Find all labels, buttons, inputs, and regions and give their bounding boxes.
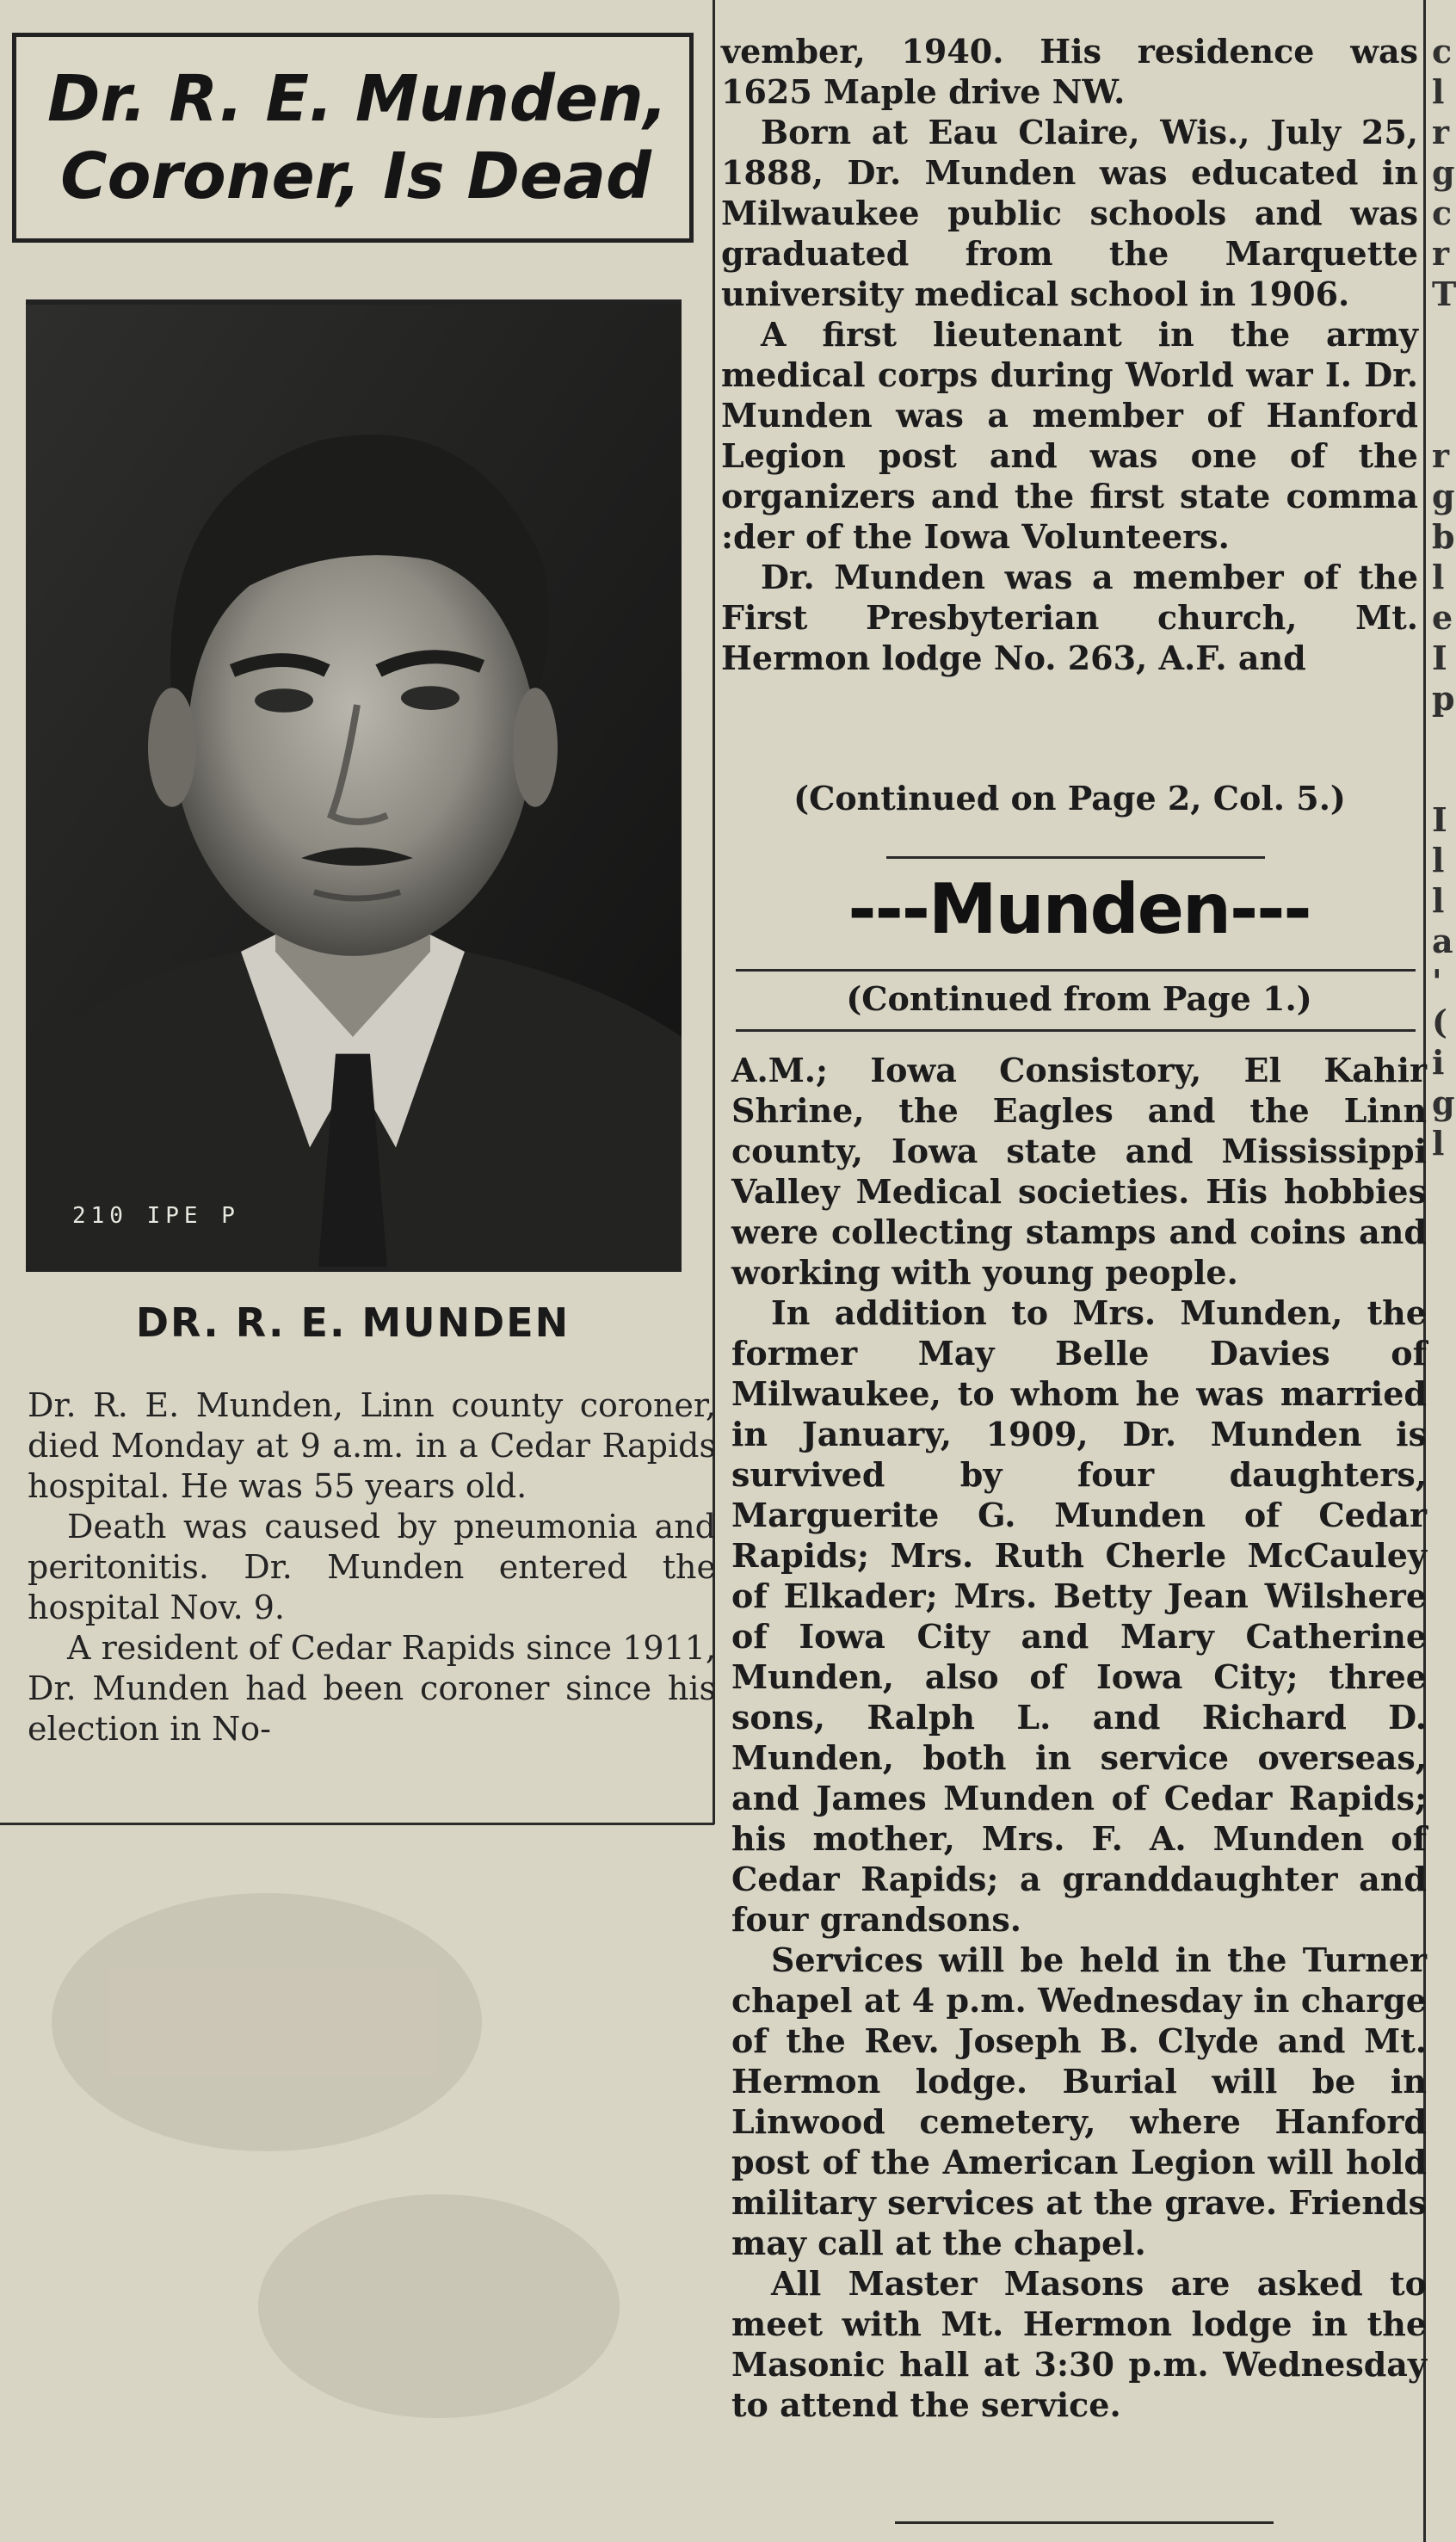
edge-letter: a	[1432, 922, 1453, 960]
headline-line-1: Dr. R. E. Munden,	[47, 62, 668, 136]
jump-headline: ---Munden---	[848, 869, 1311, 949]
edge-letter	[1432, 1244, 1453, 1285]
column2-bottom-lead: A.M.; Iowa Consistory, El Kahir Shrine, the Eagles and the Linn county, Iowa state and Mississippi Valley Medical societies. His hobbies were collecting stamps and coins and working with young people.	[731, 1051, 1427, 1292]
paper-smudge	[258, 2194, 620, 2418]
adjacent-column-fragments	[1432, 31, 1456, 1366]
column1-paragraph-1: Dr. R. E. Munden, Linn county coroner, died Monday at 9 a.m. in a Cedar Rapids hospital. He was 55 years old.	[28, 1386, 716, 1505]
continued-from-note: (Continued from Page 1.)	[846, 979, 1312, 1018]
edge-letter: T	[1432, 275, 1456, 313]
jump-bottom-rule	[736, 1029, 1416, 1032]
column2-top-paragraph-2: A first lieutenant in the army medical corps during World war I. Dr. Munden was a member of Hanford Legion post and was one of the organizers and the first state comma :der of the Iowa Volunteers.	[721, 315, 1418, 556]
edge-letter: g	[1432, 1083, 1455, 1122]
column2-top-paragraph-3: Dr. Munden was a member of the First Presbyterian church, Mt. Hermon lodge No. 263, A.F. and	[721, 558, 1418, 677]
edge-letter: I	[1432, 800, 1447, 839]
column2-bottom-body	[731, 1050, 1427, 2425]
column1-paragraph-3: A resident of Cedar Rapids since 1911, Dr. Munden had been coroner since his election in No-	[28, 1629, 716, 1748]
edge-letter: c	[1432, 194, 1453, 232]
edge-letter	[1432, 395, 1453, 435]
column2-bottom-paragraph-1: In addition to Mrs. Munden, the former May Belle Davies of Milwaukee, to whom he was married in January, 1909, Dr. Munden is survived by four daughters, Marguerite G. Munden of Cedar Rapids; Mrs. Ruth Cherle McCauley of Elkader; Mrs. Betty Jean Wilshere of Iowa City and Mary Catherine Munden, also of Iowa City; three sons, Ralph L. and Richard D. Munden, both in service overseas, and James Munden of Cedar Rapids; his mother, Mrs. F. A. Munden of Cedar Rapids; a granddaughter and four grandsons.	[731, 1293, 1427, 1939]
edge-letter: l	[1432, 1124, 1445, 1163]
column2-bottom-paragraph-3: All Master Masons are asked to meet with Mt. Hermon lodge in the Masonic hall at 3:30 p.m. Wednesday to attend the service.	[731, 2264, 1427, 2424]
photo-plate-code: 210 IPE P	[72, 1203, 240, 1229]
edge-letter	[1432, 759, 1453, 799]
continued-on-note: (Continued on Page 2, Col. 5.)	[793, 779, 1346, 818]
edge-letter: g	[1432, 153, 1455, 192]
edge-letter	[1432, 1204, 1453, 1244]
edge-letter: c	[1432, 32, 1453, 71]
column2-bottom-paragraph-2: Services will be held in the Turner chapel at 4 p.m. Wednesday in charge of the Rev. Joseph B. Clyde and Mt. Hermon lodge. Burial will be in Linwood cemetery, where Hanford post of the American Legion will hold military services at the grave. Friends may call at the chapel.	[731, 1940, 1427, 2262]
column2-top-body	[721, 31, 1418, 678]
column1-body	[28, 1385, 716, 1749]
edge-letter: i	[1432, 1043, 1445, 1082]
end-rule	[895, 2521, 1274, 2524]
edge-letter	[1432, 1285, 1453, 1325]
column1-bottom-rule	[0, 1823, 714, 1825]
edge-letter: g	[1432, 477, 1455, 515]
edge-letter	[1432, 1325, 1453, 1366]
paper-smudge	[52, 1893, 482, 2151]
edge-letter: '	[1432, 962, 1442, 1001]
edge-letter: r	[1432, 436, 1450, 475]
portrait-photo	[26, 299, 682, 1272]
edge-letter: e	[1432, 598, 1453, 637]
edge-letter: l	[1432, 558, 1445, 596]
edge-letter: I	[1432, 639, 1447, 677]
edge-letter	[1432, 355, 1453, 395]
edge-letter	[1432, 1163, 1453, 1204]
edge-letter: l	[1432, 881, 1445, 920]
edge-letter	[1432, 719, 1453, 759]
edge-letter: r	[1432, 113, 1450, 151]
edge-letter	[1432, 314, 1453, 355]
edge-letter: p	[1432, 679, 1455, 718]
column2-top-lead: vember, 1940. His residence was 1625 Maple drive NW.	[721, 32, 1418, 111]
column2-top-paragraph-1: Born at Eau Claire, Wis., July 25, 1888, Dr. Munden was educated in Milwaukee public schools and was graduated from the Marquette university medical school in 1906.	[721, 113, 1418, 313]
column1-paragraph-2: Death was caused by pneumonia and peritonitis. Dr. Munden entered the hospital Nov. 9.	[28, 1508, 716, 1626]
edge-letter: b	[1432, 517, 1455, 556]
edge-letter: l	[1432, 841, 1445, 879]
edge-letter: l	[1432, 72, 1445, 111]
edge-letter: r	[1432, 234, 1450, 273]
headline-box	[12, 33, 694, 243]
jump-top-rule	[886, 856, 1265, 859]
photo-caption: DR. R. E. MUNDEN	[135, 1299, 571, 1346]
headline-line-2: Coroner, Is Dead	[60, 139, 651, 213]
edge-letter: (	[1432, 1003, 1447, 1041]
jump-mid-rule	[736, 969, 1416, 972]
portrait-illustration	[26, 305, 682, 1267]
